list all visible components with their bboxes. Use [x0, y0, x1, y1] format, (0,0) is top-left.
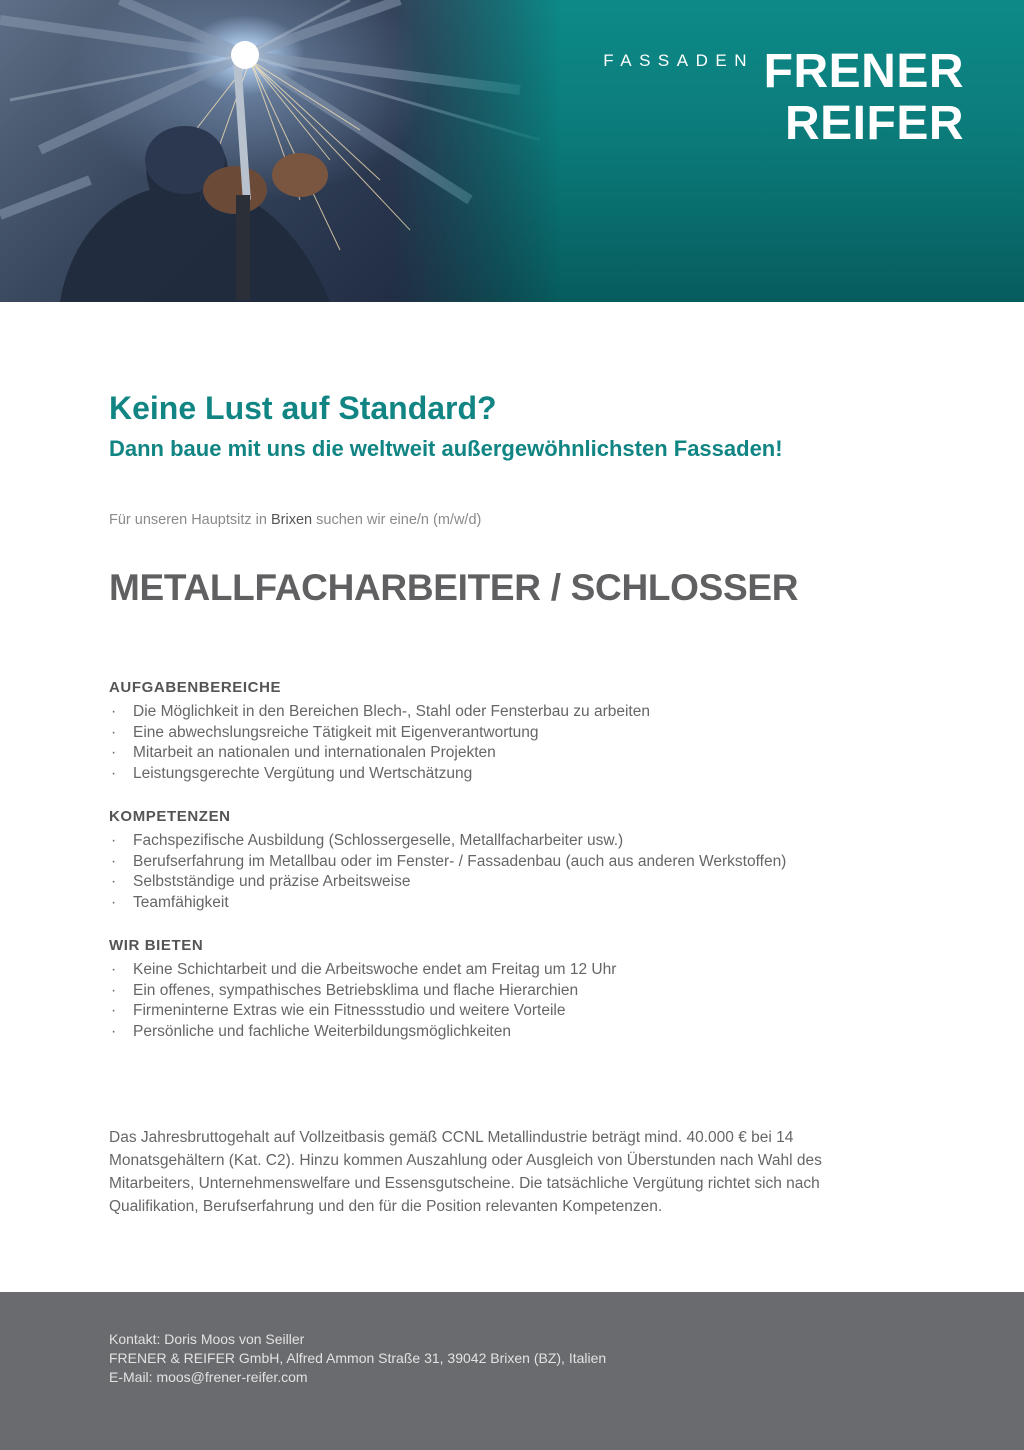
logo-line-reifer: REIFER	[784, 97, 964, 150]
section-title: AUFGABENBEREICHE	[109, 679, 282, 696]
list-item: · Selbstständige und präzise Arbeitsweise	[109, 872, 929, 893]
section-title: KOMPETENZEN	[109, 808, 231, 825]
header-banner	[0, 0, 1024, 302]
section-wir-bieten	[109, 936, 929, 1043]
salary-paragraph: Das Jahresbruttogehalt auf Vollzeitbasis gemäß CCNL Metallindustrie beträgt mind. 40.000 € bei 14 Monatsgehältern (Kat. C2). Hinzu kommen Auszahlung oder Ausgleich von Überstunden nach Wahl des Mitarbeiters, Unternehmenswelfare und Essensgutscheine. Die tatsächliche Vergütung richtet sich nach Qualifikation, Berufserfahrung und den für die Position relevanten Kompetenzen.	[109, 1129, 822, 1215]
company-address: FRENER & REIFER GmbH, Alfred Ammon Straße 31, 39042 Brixen (BZ), Italien	[109, 1350, 607, 1366]
list-item: · Leistungsgerechte Vergütung und Wertschätzung	[109, 764, 929, 785]
section-title: WIR BIETEN	[109, 937, 204, 954]
intro-before: Für unseren Hauptsitz in	[109, 512, 271, 528]
list-item: · Fachspezifische Ausbildung (Schlossergeselle, Metallfacharbeiter usw.)	[109, 831, 929, 852]
subheadline: Dann baue mit uns die weltweit außergewöhnlichsten Fassaden!	[109, 436, 783, 461]
location-intro	[109, 510, 929, 530]
list-item: · Persönliche und fachliche Weiterbildungsmöglichkeiten	[109, 1022, 929, 1043]
contact-email[interactable]: E-Mail: moos@frener-reifer.com	[109, 1369, 308, 1385]
company-logo	[764, 46, 964, 150]
bullet-list	[109, 831, 929, 914]
list-item: · Die Möglichkeit in den Bereichen Blech-, Stahl oder Fensterbau zu arbeiten	[109, 702, 929, 723]
list-item: · Eine abwechslungsreiche Tätigkeit mit Eigenverantwortung	[109, 723, 929, 744]
section-aufgabenbereiche	[109, 678, 929, 785]
contact-block	[109, 1330, 606, 1387]
list-item: · Firmeninterne Extras wie ein Fitnessstudio und weitere Vorteile	[109, 1001, 929, 1022]
job-intro	[109, 388, 929, 610]
bullet-list	[109, 960, 929, 1043]
list-item: · Mitarbeit an nationalen und internationalen Projekten	[109, 743, 929, 764]
list-item: · Ein offenes, sympathisches Betriebsklima und flache Hierarchien	[109, 981, 929, 1002]
bullet-list	[109, 702, 929, 785]
job-title: METALLFACHARBEITER / SCHLOSSER	[109, 567, 799, 608]
list-item: · Keine Schichtarbeit und die Arbeitswoche endet am Freitag um 12 Uhr	[109, 960, 929, 981]
list-item: · Berufserfahrung im Metallbau oder im Fenster- / Fassadenbau (auch aus anderen Werkstoffen)	[109, 852, 929, 873]
welder-photo	[0, 0, 560, 302]
welding-scene-graphic	[0, 0, 560, 302]
intro-location: Brixen	[271, 512, 313, 528]
footer	[0, 1292, 1024, 1450]
intro-after: suchen wir eine/n (m/w/d)	[312, 512, 482, 528]
logo-line-frener: FRENER	[763, 45, 964, 98]
logo-tagline: FASSADEN	[603, 51, 754, 70]
headline: Keine Lust auf Standard?	[109, 390, 497, 426]
list-item: · Teamfähigkeit	[109, 893, 929, 914]
section-kompetenzen	[109, 807, 929, 914]
contact-person: Kontakt: Doris Moos von Seiller	[109, 1331, 305, 1347]
